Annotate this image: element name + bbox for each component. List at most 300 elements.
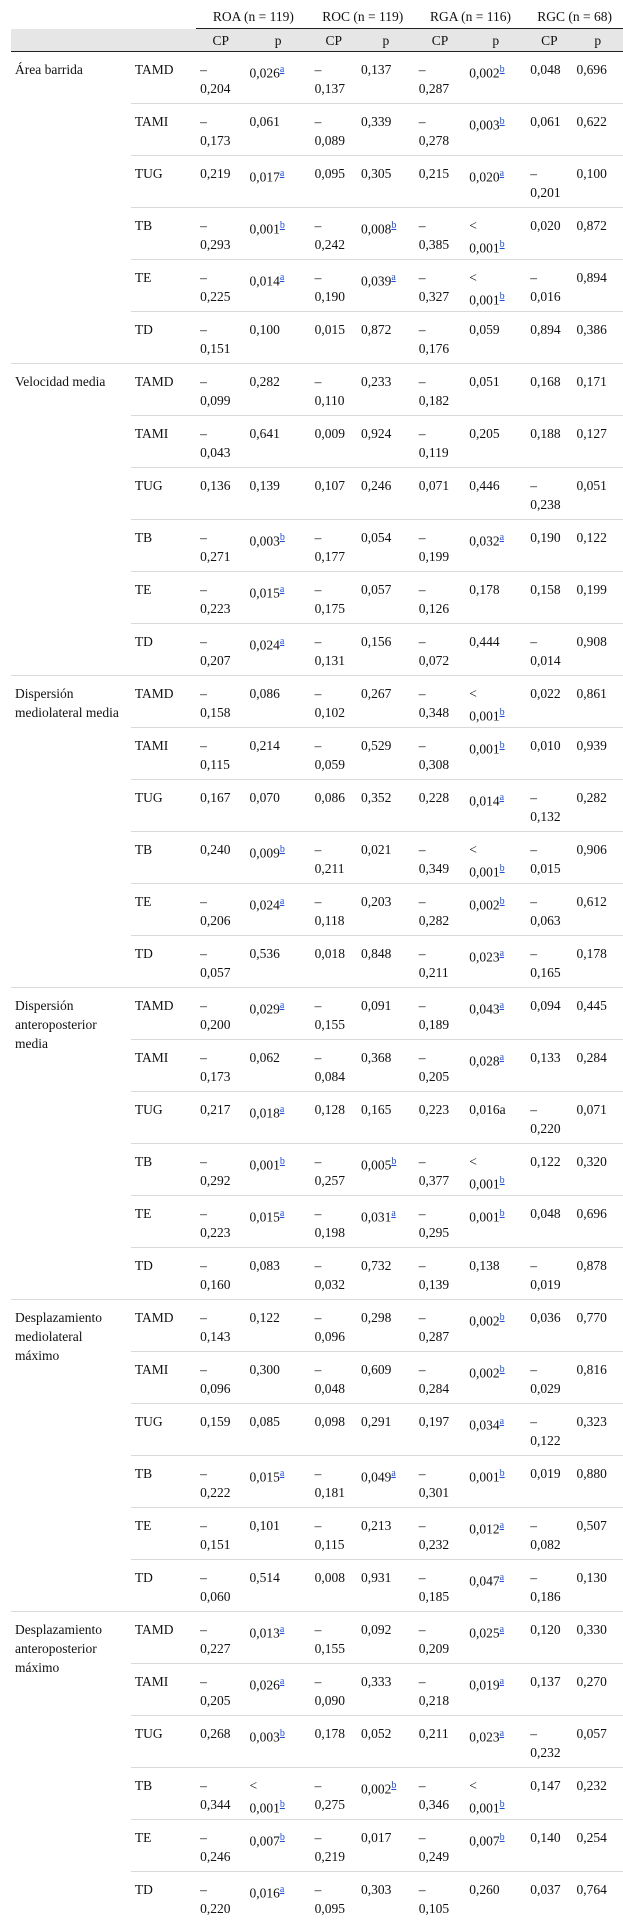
cp-value-cell	[526, 1560, 572, 1612]
cp-value: – 0,218	[419, 1674, 449, 1708]
p-value-cell	[572, 364, 623, 416]
p-value: 0,025	[469, 1626, 499, 1641]
cp-value-cell	[311, 1716, 357, 1768]
p-value-cell	[572, 1092, 623, 1144]
p-value: 0,024	[249, 638, 279, 653]
p-value-cell	[465, 1404, 526, 1456]
p-value: 0,878	[576, 1258, 606, 1273]
cp-value-cell	[311, 364, 357, 416]
cp-value-cell	[526, 1092, 572, 1144]
footnote-link[interactable]: b	[391, 1156, 396, 1167]
p-value-cell	[357, 884, 415, 936]
p-value-cell	[572, 260, 623, 312]
p-value-cell	[465, 468, 526, 520]
p-value-cell	[465, 1820, 526, 1872]
p-value-cell	[245, 104, 310, 156]
p-value-cell	[465, 884, 526, 936]
cp-value-cell	[526, 884, 572, 936]
footnote-marker	[280, 63, 284, 75]
cp-value-cell	[311, 468, 357, 520]
footnote-link[interactable]: a	[280, 64, 284, 75]
test-label: TB	[131, 1144, 196, 1196]
cp-value: – 0,082	[530, 1518, 560, 1552]
footnote-link[interactable]: a	[280, 636, 284, 647]
p-value: 0,352	[361, 790, 391, 805]
footnote-link[interactable]: b	[500, 116, 505, 127]
p-value-cell	[357, 1872, 415, 1923]
footnote-link[interactable]: b	[500, 1468, 505, 1479]
p-value-cell	[357, 1768, 415, 1820]
variable-label: Dispersión mediolateral media	[11, 676, 131, 988]
footnote-link[interactable]: a	[391, 1468, 395, 1479]
p-value-cell	[572, 208, 623, 260]
test-label: TUG	[131, 1092, 196, 1144]
cp-value: – 0,132	[530, 790, 560, 824]
cp-value-cell	[311, 1092, 357, 1144]
cp-value: – 0,155	[315, 998, 345, 1032]
p-value: 0,137	[361, 62, 391, 77]
p-value: 0,052	[361, 1726, 391, 1741]
table-row	[11, 1300, 623, 1352]
cp-value: – 0,060	[200, 1570, 230, 1604]
cp-value-cell	[415, 312, 465, 364]
p-value: 0,101	[249, 1518, 279, 1533]
footnote-marker	[500, 1571, 504, 1583]
footnote-link[interactable]: a	[500, 948, 504, 959]
cp-value: 0,228	[419, 790, 449, 805]
variable-label: Área barrida	[11, 52, 131, 364]
p-value-cell	[572, 676, 623, 728]
p-value: 0,199	[576, 582, 606, 597]
p-value: 0,445	[576, 998, 606, 1013]
p-value-cell	[357, 1352, 415, 1404]
cp-value-cell	[415, 1300, 465, 1352]
cp-value: 0,190	[530, 530, 560, 545]
cp-value: – 0,284	[419, 1362, 449, 1396]
test-label: TB	[131, 1456, 196, 1508]
cp-value: 0,159	[200, 1414, 230, 1429]
test-label: TD	[131, 1248, 196, 1300]
cp-value: – 0,186	[530, 1570, 560, 1604]
p-value-cell	[245, 520, 310, 572]
footnote-link[interactable]: a	[280, 1208, 284, 1219]
cp-value-cell	[196, 1196, 245, 1248]
footnote-link[interactable]: a	[280, 1000, 284, 1011]
p-value: 0,032	[469, 534, 499, 549]
p-value-cell	[465, 104, 526, 156]
cp-value-cell	[526, 1820, 572, 1872]
p-value: 0,009	[249, 846, 279, 861]
p-value: 0,303	[361, 1882, 391, 1897]
p-value-cell	[357, 728, 415, 780]
cp-value: – 0,225	[200, 270, 230, 304]
footnote-link[interactable]: b	[280, 1832, 285, 1843]
footnote-link[interactable]: b	[391, 220, 396, 231]
footnote-link[interactable]: a	[280, 1624, 284, 1635]
p-value: 0,007	[249, 1834, 279, 1849]
p-value-cell	[572, 936, 623, 988]
footnote-link[interactable]: b	[391, 1780, 396, 1791]
footnote-marker	[500, 1623, 504, 1635]
p-value: 0,026	[249, 1678, 279, 1693]
footnote-link[interactable]: a	[500, 1000, 504, 1011]
footnote-link[interactable]: b	[500, 291, 505, 302]
variable-label: Velocidad media	[11, 364, 131, 676]
footnote-link[interactable]: a	[500, 1520, 504, 1531]
cp-value: – 0,295	[419, 1206, 449, 1240]
header-group-rga: RGA (n = 116)	[415, 5, 526, 29]
cp-value: – 0,014	[530, 634, 560, 668]
footnote-link[interactable]: a	[500, 1728, 504, 1739]
p-value-cell	[572, 1352, 623, 1404]
p-value: 0,083	[249, 1258, 279, 1273]
cp-value-cell	[415, 1144, 465, 1196]
cp-value: – 0,292	[200, 1154, 230, 1188]
header-blank-cell	[131, 5, 196, 29]
cp-value: – 0,204	[200, 62, 230, 96]
footnote-marker	[391, 219, 396, 231]
cp-value: – 0,278	[419, 114, 449, 148]
cp-value: – 0,176	[419, 322, 449, 356]
footnote-link[interactable]: a	[500, 532, 504, 543]
p-value-cell	[572, 624, 623, 676]
footnote-link[interactable]: a	[500, 1676, 504, 1687]
footnote-link[interactable]: a	[500, 792, 504, 803]
p-value: 0,514	[249, 1570, 279, 1585]
p-value-cell	[465, 52, 526, 104]
correlation-table	[11, 5, 623, 1923]
cp-value-cell	[311, 416, 357, 468]
header-sub-cp: CP	[196, 29, 245, 52]
header-group-row	[11, 5, 623, 29]
footnote-link[interactable]: b	[280, 844, 285, 855]
p-value: 0,024	[249, 898, 279, 913]
footnote-link[interactable]: b	[500, 64, 505, 75]
cp-value: – 0,063	[530, 894, 560, 928]
p-value: 0,049	[361, 1470, 391, 1485]
test-label: TD	[131, 624, 196, 676]
p-value: 0,001	[469, 742, 499, 757]
cp-value-cell	[196, 312, 245, 364]
p-value-cell	[465, 208, 526, 260]
footnote-link[interactable]: b	[500, 1208, 505, 1219]
footnote-marker	[500, 1727, 504, 1739]
p-value: 0,003	[469, 118, 499, 133]
footnote-link[interactable]: b	[280, 1799, 285, 1810]
footnote-marker	[500, 1467, 505, 1479]
cp-value-cell	[196, 1768, 245, 1820]
p-value-cell	[572, 572, 623, 624]
p-value: 0,015	[249, 1470, 279, 1485]
p-value-cell	[465, 624, 526, 676]
p-value-cell	[465, 728, 526, 780]
cp-value-cell	[415, 832, 465, 884]
cp-value: – 0,246	[200, 1830, 230, 1864]
cp-value-cell	[196, 780, 245, 832]
p-value: 0,507	[576, 1518, 606, 1533]
cp-value: – 0,048	[315, 1362, 345, 1396]
p-value-cell	[245, 1456, 310, 1508]
cp-value-cell	[196, 1404, 245, 1456]
cp-value-cell	[311, 780, 357, 832]
p-value: 0,171	[576, 374, 606, 389]
cp-value: – 0,057	[200, 946, 230, 980]
p-value: 0,003	[249, 1730, 279, 1745]
cp-value-cell	[311, 1404, 357, 1456]
p-value-cell	[572, 1456, 623, 1508]
cp-value: 0,020	[530, 218, 560, 233]
cp-value-cell	[196, 832, 245, 884]
footnote-marker	[391, 271, 395, 283]
cp-value: – 0,118	[315, 894, 345, 928]
cp-value: – 0,059	[315, 738, 345, 772]
cp-value: – 0,102	[315, 686, 345, 720]
cp-value-cell	[526, 468, 572, 520]
cp-value-cell	[415, 1612, 465, 1664]
p-value-cell	[357, 208, 415, 260]
p-value: 0,260	[469, 1882, 499, 1897]
footnote-link[interactable]: b	[280, 1156, 285, 1167]
footnote-link[interactable]: b	[500, 1364, 505, 1375]
p-value-cell	[357, 1456, 415, 1508]
p-value-cell	[465, 1144, 526, 1196]
p-value-cell	[465, 1352, 526, 1404]
p-value-cell	[465, 780, 526, 832]
p-value-cell	[357, 1560, 415, 1612]
cp-value: – 0,220	[200, 1882, 230, 1916]
footnote-link[interactable]: b	[500, 896, 505, 907]
footnote-link[interactable]: a	[391, 272, 395, 283]
cp-value: – 0,238	[530, 478, 560, 512]
p-value-cell	[465, 156, 526, 208]
footnote-link[interactable]: a	[280, 168, 284, 179]
cp-value-cell	[526, 1716, 572, 1768]
p-value-cell	[465, 936, 526, 988]
footnote-link[interactable]: a	[500, 1416, 504, 1427]
footnote-link[interactable]: b	[280, 532, 285, 543]
footnote-marker	[500, 1363, 505, 1375]
footnote-marker	[280, 895, 284, 907]
cp-value: 0,197	[419, 1414, 449, 1429]
p-value-cell	[572, 1872, 623, 1923]
footnote-link[interactable]: a	[280, 896, 284, 907]
p-value-cell	[357, 1248, 415, 1300]
cp-value: – 0,207	[200, 634, 230, 668]
cp-value-cell	[196, 728, 245, 780]
p-value-cell	[465, 832, 526, 884]
test-label: TAMD	[131, 988, 196, 1040]
p-value: 0,029	[249, 1002, 279, 1017]
cp-value: – 0,151	[200, 1518, 230, 1552]
footnote-marker	[280, 219, 285, 231]
p-value-cell	[357, 1612, 415, 1664]
p-value-cell	[572, 104, 623, 156]
cp-value-cell	[311, 52, 357, 104]
p-value: 0,246	[361, 478, 391, 493]
p-value: 0,816	[576, 1362, 606, 1377]
cp-value-cell	[196, 1820, 245, 1872]
p-value-cell	[572, 1144, 623, 1196]
footnote-link[interactable]: a	[500, 1624, 504, 1635]
p-value: 0,446	[469, 478, 499, 493]
cp-value: – 0,385	[419, 218, 449, 252]
footnote-marker	[500, 1519, 504, 1531]
cp-value: – 0,222	[200, 1466, 230, 1500]
p-value: < 0,001	[469, 1778, 499, 1816]
p-value-cell	[245, 1872, 310, 1923]
p-value-cell	[465, 1092, 526, 1144]
p-value-cell	[572, 52, 623, 104]
footnote-link[interactable]: a	[280, 1676, 284, 1687]
footnote-marker	[500, 1174, 505, 1186]
p-value: 0,057	[576, 1726, 606, 1741]
p-value: 0,254	[576, 1830, 606, 1845]
footnote-link[interactable]: a	[500, 1572, 504, 1583]
p-value: 0,894	[576, 270, 606, 285]
p-value-cell	[572, 1404, 623, 1456]
footnote-link[interactable]: a	[280, 1884, 284, 1895]
p-value-cell	[245, 572, 310, 624]
cp-value-cell	[311, 1508, 357, 1560]
footnote-link[interactable]: b	[280, 1728, 285, 1739]
p-value: 0,008	[361, 222, 391, 237]
p-value-cell	[357, 572, 415, 624]
footnote-link[interactable]: a	[500, 1052, 504, 1063]
cp-value-cell	[196, 1716, 245, 1768]
footnote-marker	[280, 1467, 284, 1479]
cp-value: – 0,249	[419, 1830, 449, 1864]
cp-value-cell	[526, 728, 572, 780]
p-value-cell	[245, 728, 310, 780]
test-label: TAMD	[131, 676, 196, 728]
cp-value: 0,094	[530, 998, 560, 1013]
footnote-marker	[280, 167, 284, 179]
cp-value-cell	[196, 208, 245, 260]
p-value: 0,232	[576, 1778, 606, 1793]
cp-value: 0,147	[530, 1778, 560, 1793]
footnote-link[interactable]: b	[500, 740, 505, 751]
footnote-link[interactable]: b	[280, 220, 285, 231]
footnote-marker	[280, 1798, 285, 1810]
p-value: 0,086	[249, 686, 279, 701]
p-value: 0,091	[361, 998, 391, 1013]
cp-value: – 0,095	[315, 1882, 345, 1916]
p-value: 0,339	[361, 114, 391, 129]
footnote-marker	[280, 583, 284, 595]
p-value-cell	[572, 1664, 623, 1716]
p-value-cell	[572, 988, 623, 1040]
footnote-marker	[500, 862, 505, 874]
header-sub-p: p	[245, 29, 310, 52]
footnote-link[interactable]: b	[500, 1832, 505, 1843]
cp-value-cell	[196, 936, 245, 988]
cp-value-cell	[526, 520, 572, 572]
cp-value-cell	[196, 1508, 245, 1560]
cp-value-cell	[415, 988, 465, 1040]
p-value: 0,732	[361, 1258, 391, 1273]
cp-value: – 0,223	[200, 582, 230, 616]
cp-value-cell	[415, 1508, 465, 1560]
cp-value: 0,211	[419, 1726, 449, 1741]
footnote-marker	[500, 531, 504, 543]
p-value-cell	[572, 468, 623, 520]
footnote-link[interactable]: b	[500, 1175, 505, 1186]
footnote-link[interactable]: a	[280, 1104, 284, 1115]
cp-value-cell	[415, 884, 465, 936]
footnote-link[interactable]: a	[280, 1468, 284, 1479]
cp-value: – 0,211	[419, 946, 449, 980]
p-value-cell	[465, 1248, 526, 1300]
cp-value: 0,158	[530, 582, 560, 597]
p-value-cell	[572, 416, 623, 468]
p-value-cell	[245, 1560, 310, 1612]
cp-value: 0,036	[530, 1310, 560, 1325]
footnote-marker	[500, 1675, 504, 1687]
cp-value: – 0,029	[530, 1362, 560, 1396]
p-value: 0,696	[576, 1206, 606, 1221]
cp-value: 0,086	[315, 790, 345, 805]
footnote-link[interactable]: b	[500, 1799, 505, 1810]
p-value-cell	[465, 416, 526, 468]
p-value: 0,017	[249, 170, 279, 185]
footnote-link[interactable]: b	[500, 1312, 505, 1323]
cp-value: – 0,287	[419, 62, 449, 96]
footnote-marker	[500, 895, 505, 907]
footnote-link[interactable]: a	[500, 168, 504, 179]
p-value: 0,368	[361, 1050, 391, 1065]
cp-value: – 0,160	[200, 1258, 230, 1292]
footnote-link[interactable]: a	[280, 272, 284, 283]
header-sub-p: p	[357, 29, 415, 52]
cp-value-cell	[196, 884, 245, 936]
header-sub-p: p	[465, 29, 526, 52]
p-value: 0,906	[576, 842, 606, 857]
footnote-link[interactable]: b	[500, 707, 505, 718]
p-value: 0,872	[361, 322, 391, 337]
footnote-link[interactable]: a	[280, 584, 284, 595]
p-value: 0,031	[361, 1210, 391, 1225]
p-value-cell	[245, 52, 310, 104]
p-value: 0,001	[249, 222, 279, 237]
cp-value-cell	[415, 728, 465, 780]
test-label: TUG	[131, 1404, 196, 1456]
footnote-link[interactable]: b	[500, 239, 505, 250]
p-value: 0,051	[469, 374, 499, 389]
cp-value: – 0,143	[200, 1310, 230, 1344]
cp-value-cell	[415, 1872, 465, 1923]
p-value-cell	[465, 1560, 526, 1612]
test-label: TD	[131, 1872, 196, 1923]
footnote-marker	[391, 1779, 396, 1791]
cp-value: – 0,242	[315, 218, 345, 252]
cp-value-cell	[415, 520, 465, 572]
p-value-cell	[357, 676, 415, 728]
cp-value: – 0,181	[315, 1466, 345, 1500]
cp-value: 0,178	[315, 1726, 345, 1741]
cp-value: – 0,308	[419, 738, 449, 772]
cp-value: 0,015	[315, 322, 345, 337]
test-label: TE	[131, 1820, 196, 1872]
p-value-cell	[465, 1040, 526, 1092]
footnote-link[interactable]: b	[500, 863, 505, 874]
footnote-link[interactable]: a	[391, 1208, 395, 1219]
cp-value-cell	[311, 260, 357, 312]
cp-value: – 0,090	[315, 1674, 345, 1708]
p-value: 0,034	[469, 1418, 499, 1433]
footnote-marker	[280, 1831, 285, 1843]
cp-value-cell	[311, 1144, 357, 1196]
p-value: 0,039	[361, 274, 391, 289]
